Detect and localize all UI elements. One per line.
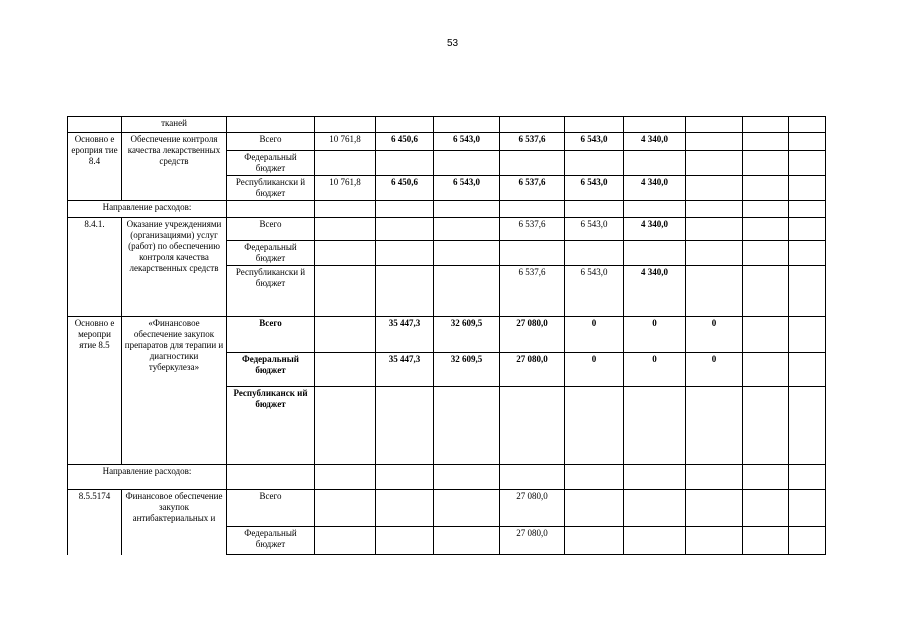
table-row <box>68 465 826 490</box>
cell-source: Федеральный бюджет <box>227 151 315 176</box>
section-label: Направление расходов: <box>68 201 227 218</box>
cell-source: Республикански й бюджет <box>227 266 315 317</box>
cell-name: Финансовое обеспечение закупок антибактериальных и <box>122 490 227 555</box>
cell-code <box>68 117 122 133</box>
cell-source: Всего <box>227 490 315 527</box>
cell-source: Федеральный бюджет <box>227 353 315 387</box>
table-row: 8.5.5174 Финансовое обеспечение закупок антибактериальных и Всего 27 080,0 <box>68 490 826 527</box>
cell-name: Оказание учреждениями (организациями) услуг (работ) по обеспечению контроля качества лекарственных средств <box>122 218 227 317</box>
table-row <box>68 117 826 133</box>
cell-source: Всего <box>227 218 315 241</box>
table-row: Республикански й бюджет 10 761,8 6 450,6 6 543,0 6 537,6 6 543,0 4 340,0 <box>68 176 826 201</box>
cell-source: Всего <box>227 317 315 353</box>
table-row: 8.4.1. Оказание учреждениями (организациями) услуг (работ) по обеспечению контроля качества лекарственных средств Всего 6 537,6 6 543,0 4 340,0 <box>68 218 826 241</box>
cell-code: Основно е ероприя тие 8.4 <box>68 133 122 201</box>
cell-code: Основно е меропри ятие 8.5 <box>68 317 122 465</box>
cell-source: Республиканск ий бюджет <box>227 387 315 465</box>
table-row <box>68 201 826 218</box>
table-row: Основно е меропри ятие 8.5 «Финансовое обеспечение закупок препаратов для терапии и диагностики туберкулеза» Всего 35 447,3 32 609,5 27 080,0 0 0 0 <box>68 317 826 353</box>
page-number: 53 <box>446 38 459 49</box>
table-row: Федеральный бюджет 35 447,3 32 609,5 27 080,0 0 0 0 <box>68 353 826 387</box>
table-row: Республикански й бюджет 6 537,6 6 543,0 4 340,0 <box>68 266 826 317</box>
table-row: Основно е ероприя тие 8.4 Обеспечение контроля качества лекарственных средств Всего 10 761,8 6 450,6 6 543,0 6 537,6 6 543,0 4 340,0 <box>68 133 826 151</box>
table-row: Федеральный бюджет 27 080,0 <box>68 527 826 555</box>
cell-name: тканей <box>122 117 227 133</box>
cell-source: Всего <box>227 133 315 151</box>
cell-name: «Финансовое обеспечение закупок препаратов для терапии и диагностики туберкулеза» <box>122 317 227 465</box>
cell-name: Обеспечение контроля качества лекарственных средств <box>122 133 227 201</box>
cell-source: Республикански й бюджет <box>227 176 315 201</box>
budget-table <box>67 116 826 555</box>
cell-source: Федеральный бюджет <box>227 241 315 266</box>
cell-code: 8.4.1. <box>68 218 122 317</box>
section-label: Направление расходов: <box>68 465 227 490</box>
cell-source: Федеральный бюджет <box>227 527 315 555</box>
cell-code: 8.5.5174 <box>68 490 122 555</box>
